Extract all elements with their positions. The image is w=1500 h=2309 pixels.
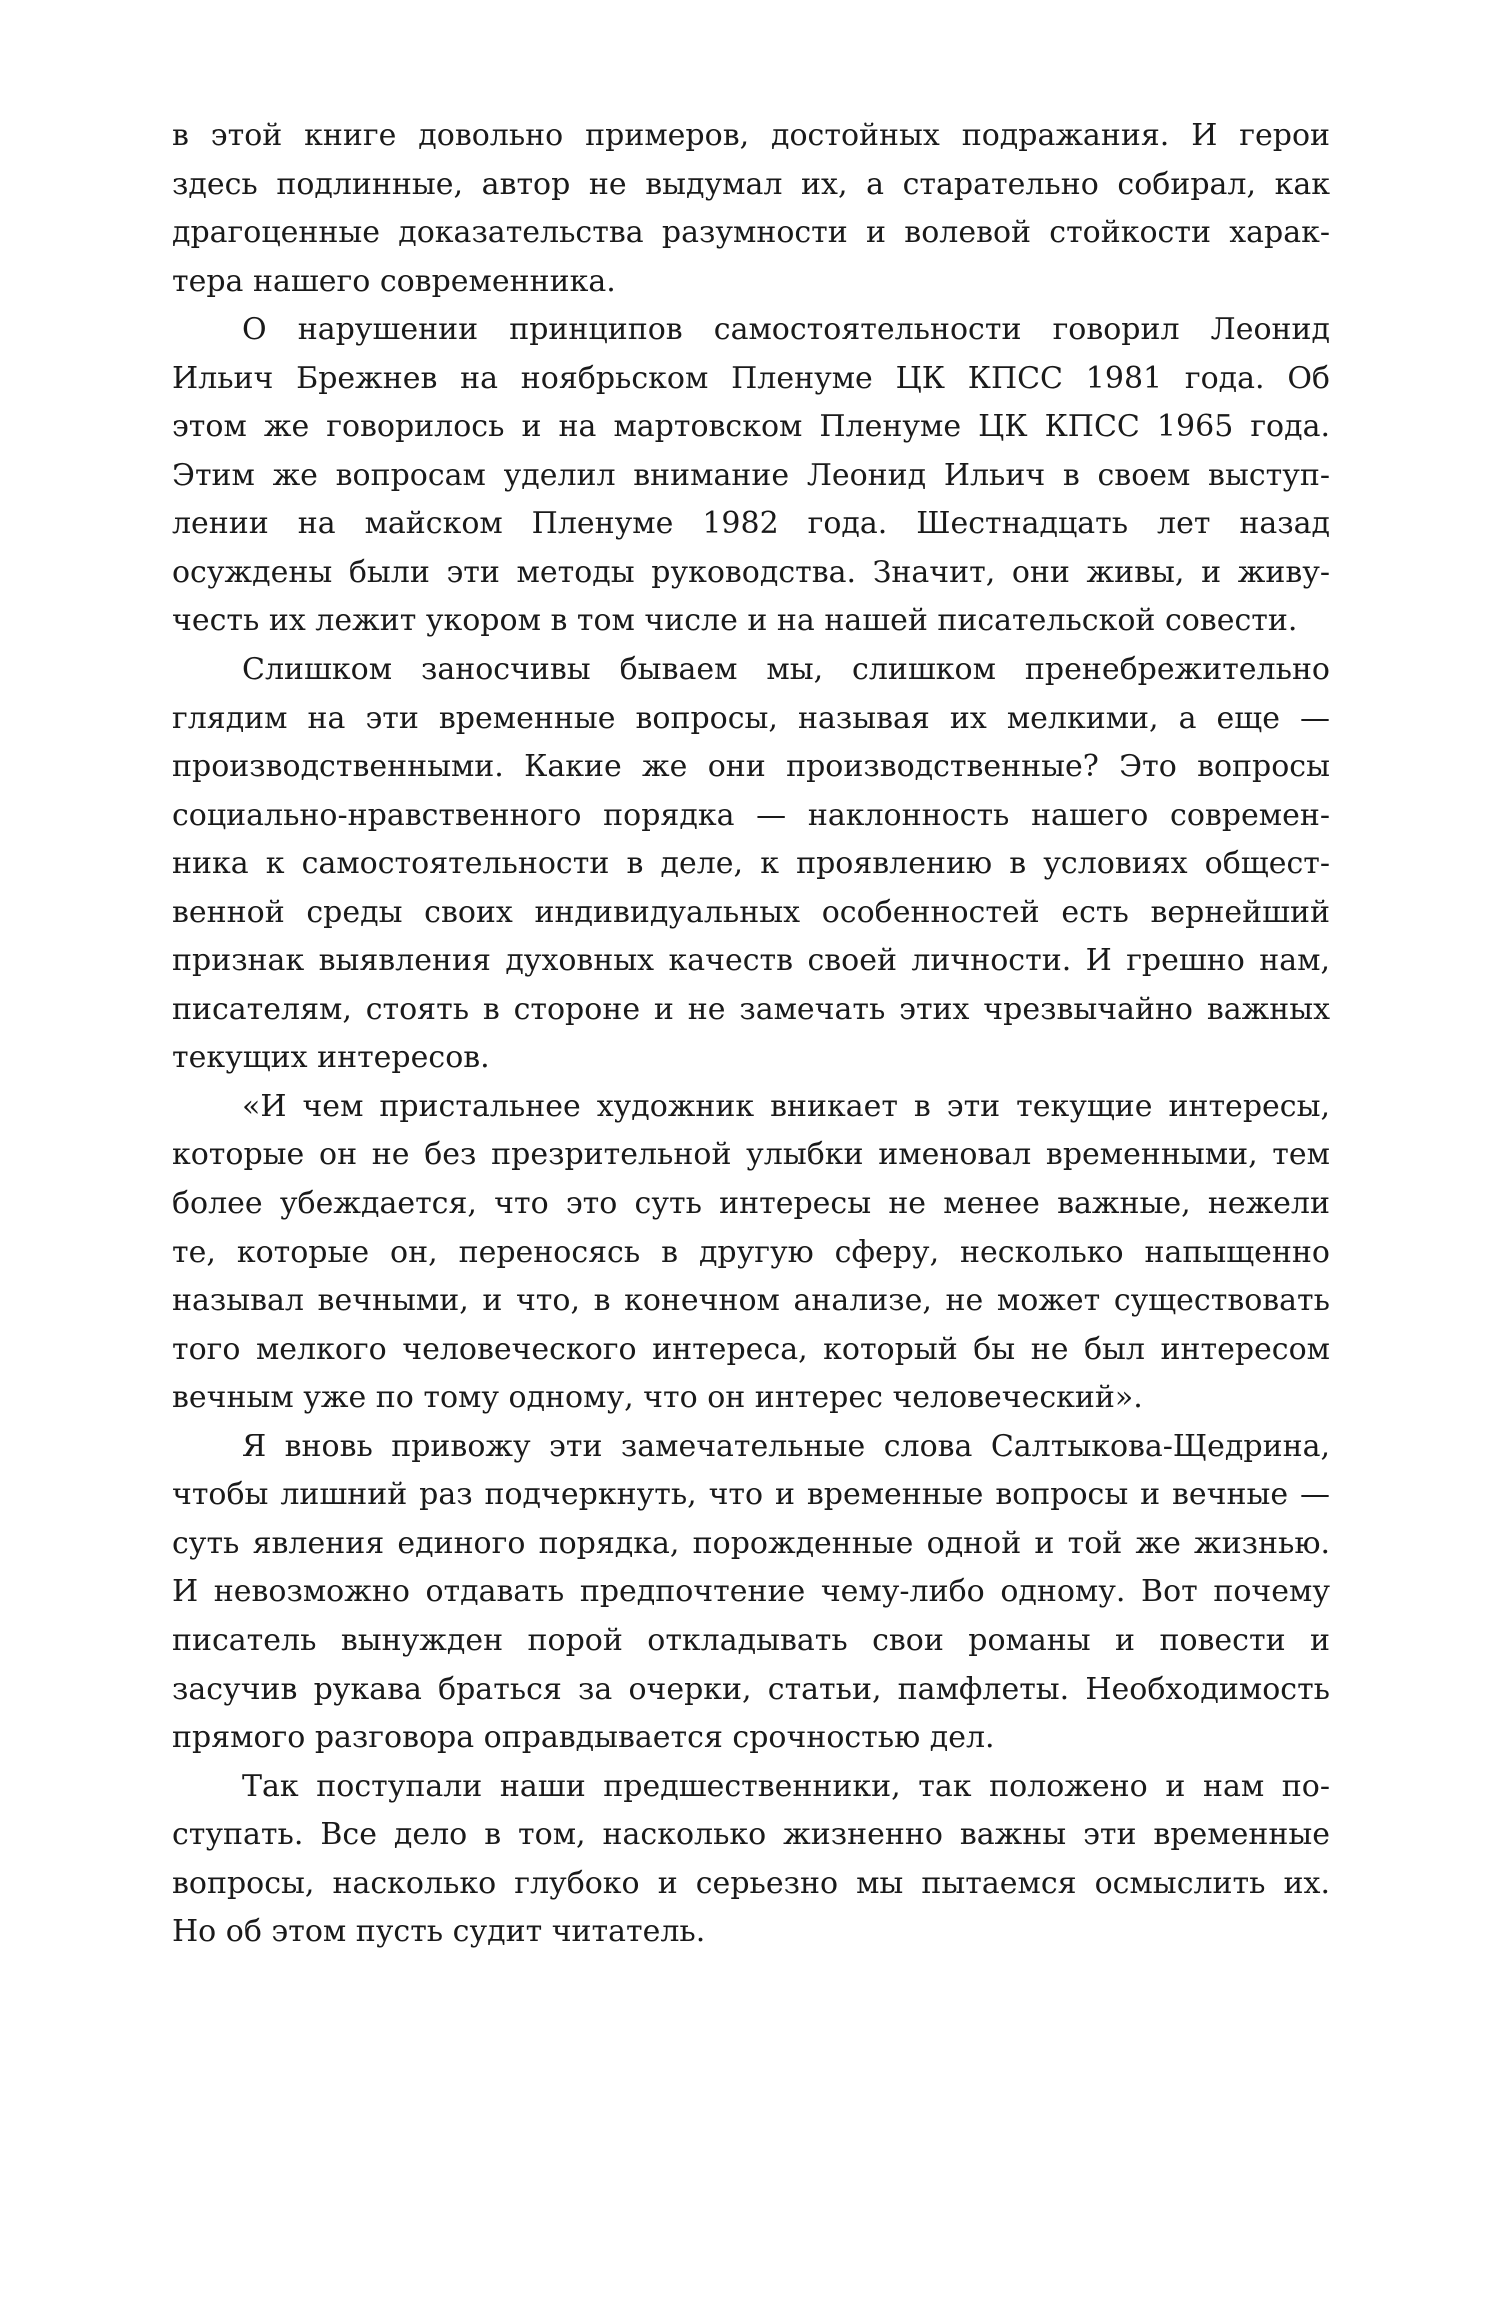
text-line: производственными. Какие же они производственные? Это вопросы	[172, 749, 1330, 785]
text-line: венной среды своих индивидуальных особенностей есть вернейший	[172, 894, 1330, 930]
text-line: «И чем пристальнее художник вникает в эти текущие интересы,	[242, 1088, 1330, 1124]
text-line: Я вновь привожу эти замечательные слова Салтыкова-Щедрина,	[242, 1428, 1330, 1464]
text-line: И невозможно отдавать предпочтение чему-либо одному. Вот почему	[172, 1574, 1330, 1610]
text-line: Так поступали наши предшественники, так положено и нам по-	[242, 1768, 1330, 1804]
text-line: тера нашего современника.	[172, 263, 616, 299]
text-line: ника к самостоятельности в деле, к проявлению в условиях общест-	[172, 846, 1330, 882]
text-line: этом же говорилось и на мартовском Пленуме ЦК КПСС 1965 года.	[172, 409, 1330, 445]
text-line: лении на майском Пленуме 1982 года. Шестнадцать лет назад	[172, 506, 1330, 542]
text-line: которые он не без презрительной улыбки именовал временными, тем	[172, 1137, 1330, 1173]
text-line: здесь подлинные, автор не выдумал их, а старательно собирал, как	[172, 166, 1330, 202]
text-line: текущих интересов.	[172, 1040, 490, 1076]
text-line: засучив рукава браться за очерки, статьи, памфлеты. Необходимость	[172, 1671, 1330, 1707]
text-line: ступать. Все дело в том, насколько жизненно важны эти временные	[172, 1817, 1330, 1853]
text-line: Этим же вопросам уделил внимание Леонид Ильич в своем выступ-	[172, 457, 1330, 493]
text-line: прямого разговора оправдывается срочностью дел.	[172, 1720, 995, 1756]
text-line: О нарушении принципов самостоятельности говорил Леонид	[242, 312, 1330, 348]
text-line: социально-нравственного порядка — наклонность нашего современ-	[172, 797, 1330, 833]
text-line: называл вечными, и что, в конечном анализе, не может существовать	[172, 1283, 1330, 1319]
text-line: драгоценные доказательства разумности и волевой стойкости харак-	[172, 215, 1330, 251]
text-line: чтобы лишний раз подчеркнуть, что и временные вопросы и вечные —	[172, 1477, 1330, 1513]
text-line: Но об этом пусть судит читатель.	[172, 1914, 706, 1950]
text-line: вечным уже по тому одному, что он интерес человеческий».	[172, 1380, 1143, 1416]
text-line: писателям, стоять в стороне и не замечать этих чрезвычайно важных	[172, 991, 1330, 1027]
text-line: Слишком заносчивы бываем мы, слишком пренебрежительно	[242, 652, 1330, 688]
text-line: честь их лежит укором в том числе и на нашей писательской совести.	[172, 603, 1298, 639]
text-line: писатель вынужден порой откладывать свои романы и повести и	[172, 1622, 1330, 1658]
text-line: Ильич Брежнев на ноябрьском Пленуме ЦК КПСС 1981 года. Об	[172, 360, 1330, 396]
text-line: суть явления единого порядка, порожденные одной и той же жизнью.	[172, 1525, 1330, 1561]
text-line: вопросы, насколько глубоко и серьезно мы пытаемся осмыслить их.	[172, 1865, 1330, 1901]
text-line: в этой книге довольно примеров, достойных подражания. И герои	[172, 118, 1330, 153]
text-line: осуждены были эти методы руководства. Значит, они живы, и живу-	[172, 554, 1330, 590]
body-text	[172, 112, 1330, 1957]
text-line: того мелкого человеческого интереса, который бы не был интересом	[172, 1331, 1330, 1367]
text-line: признак выявления духовных качеств своей личности. И грешно нам,	[172, 943, 1330, 979]
text-line: глядим на эти временные вопросы, называя их мелкими, а еще —	[172, 700, 1330, 736]
text-line: те, которые он, переносясь в другую сферу, несколько напыщенно	[172, 1234, 1330, 1270]
text-line: более убеждается, что это суть интересы не менее важные, нежели	[172, 1186, 1330, 1222]
